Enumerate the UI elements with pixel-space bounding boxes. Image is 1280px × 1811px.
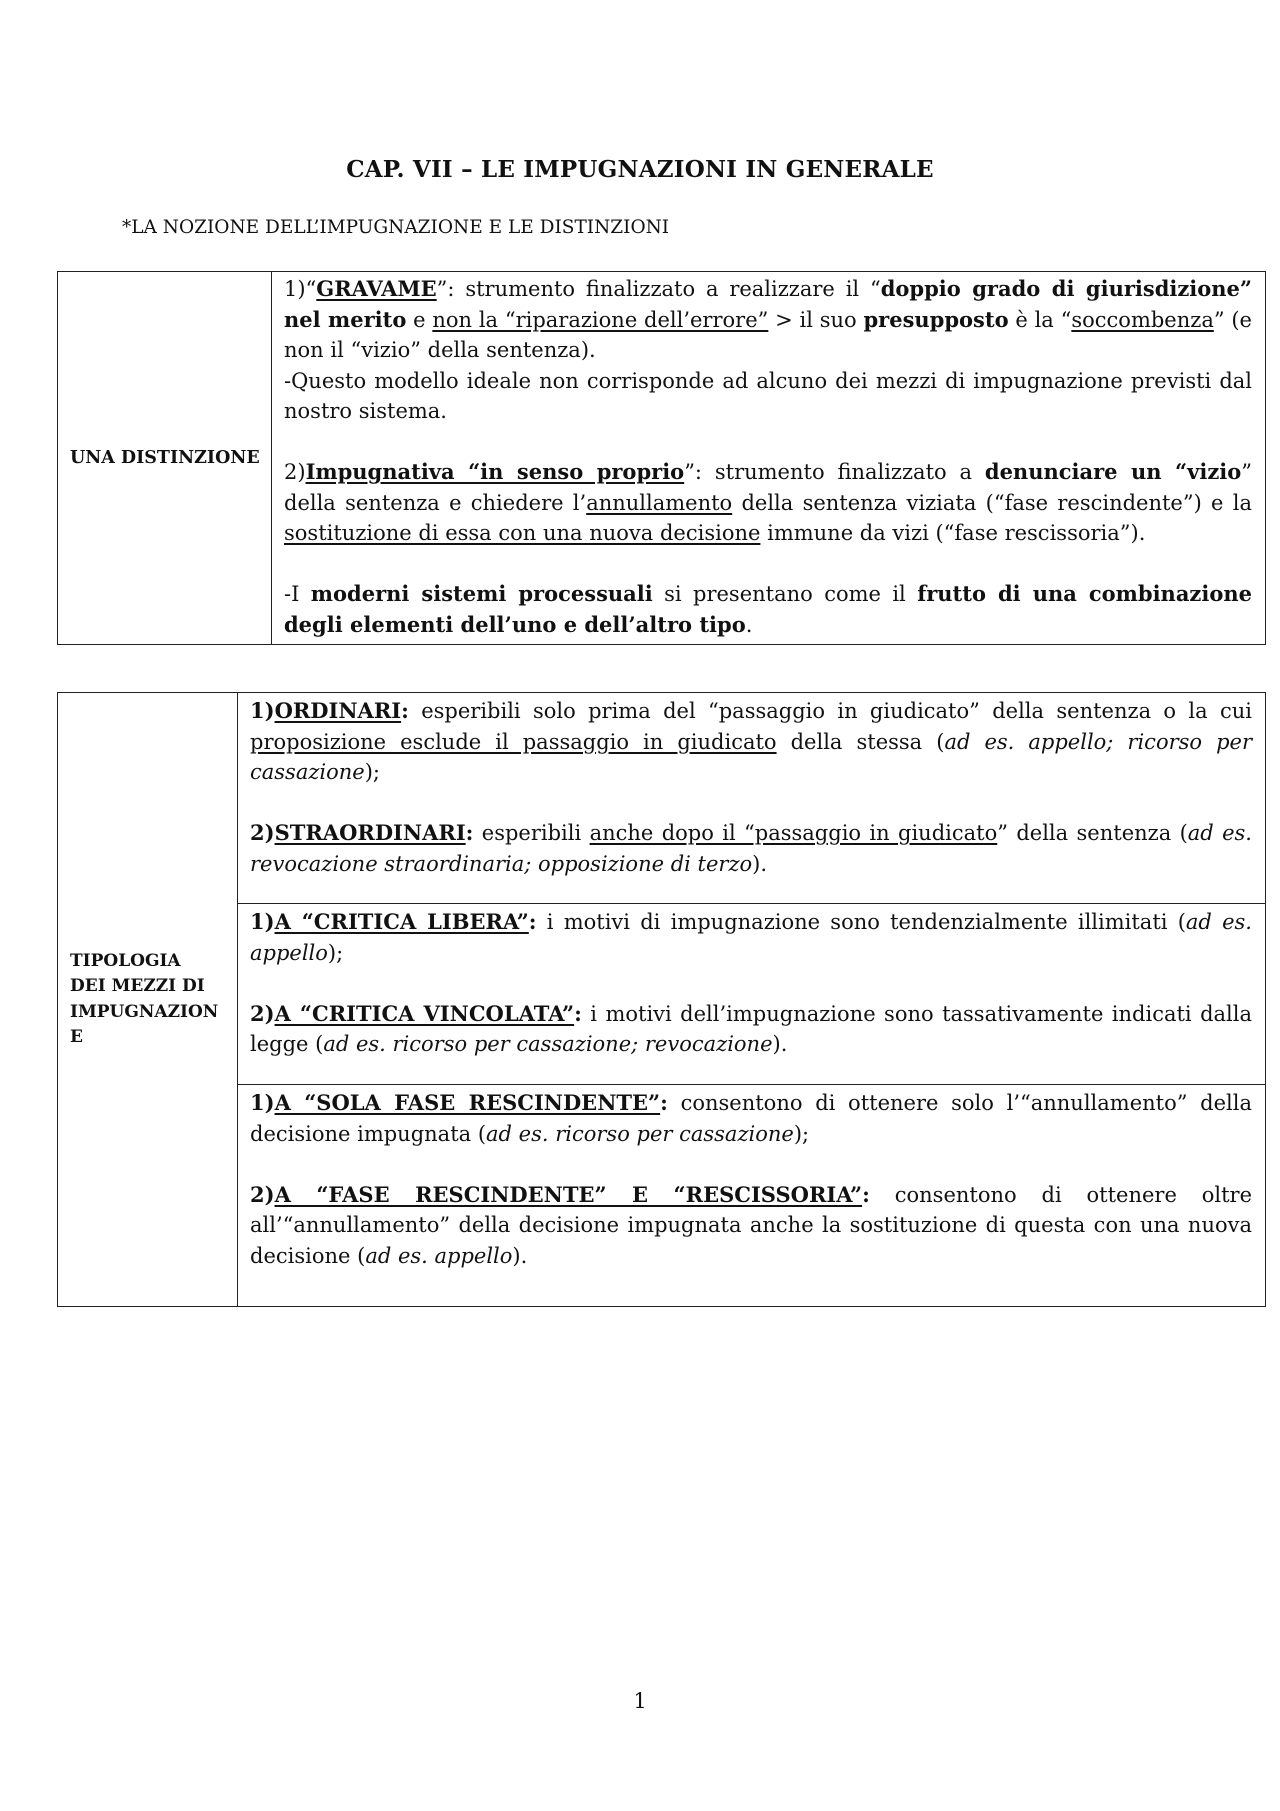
table-row [58,904,1266,1085]
table-row [58,693,1266,904]
row-content-critica [238,904,1266,1085]
label-line-1: TIPOLOGIA [70,950,181,971]
page-number: 1 [633,1689,647,1713]
paragraph-note: -Questo modello ideale non corrisponde ad alcuno dei mezzi di impugnazione previsti dal nostro sistema. [284,368,1252,423]
paragraph-sola-fase-rescindente: 1)A “SOLA FASE RESCINDENTE”: consentono di ottenere solo l’“annullamento” della decisione impugnata (ad es. ricorso per cassazione); [250,1090,1253,1146]
page-title: CAP. VII – LE IMPUGNAZIONI IN GENERALE [346,156,934,183]
paragraph-critica-libera: 1)A “CRITICA LIBERA”: i motivi di impugnazione sono tendenzialmente illimitati (ad es. appello); [250,909,1252,965]
label-line-3: IMPUGNAZION [70,1001,219,1022]
paragraph-gravame: 1)“GRAVAME”: strumento finalizzato a realizzare il “doppio grado di giurisdizione” nel merito e non la “riparazione dell’errore” > il suo presupposto è la “soccombenza” (e non il “vizio” della sentenza). [284,276,1252,362]
label-line-4: E [70,1027,83,1047]
row-label: UNA DISTINZIONE [58,272,272,645]
paragraph-impugnativa: 2)Impugnativa “in senso proprio”: strumento finalizzato a denunciare un “vizio” della sentenza e chiedere l’annullamento della sentenza viziata (“fase rescindente”) e la sostituzione di essa con una nuova decisione immune da vizi (“fase rescissoria”). [284,459,1252,545]
paragraph-critica-vincolata: 2)A “CRITICA VINCOLATA”: i motivi dell’impugnazione sono tassativamente indicati dalla legge (ad es. ricorso per cassazione; revocazione). [250,1000,1252,1056]
paragraph-fase-rescindente-rescissoria: 2)A “FASE RESCINDENTE” E “RESCISSORIA”: consentono di ottenere oltre all’“annullamento” della decisione impugnata anche la sostituzione di questa con una nuova decisione (ad es. appello). [250,1181,1253,1268]
row-label [58,693,238,1307]
table-row [58,272,1266,645]
section-subtitle: *LA NOZIONE DELL’IMPUGNAZIONE E LE DISTINZIONI [122,217,670,238]
table-row [58,1085,1266,1307]
paragraph-straordinari: 2)STRAORDINARI: esperibili anche dopo il “passaggio in giudicato” della sentenza (ad es. revocazione straordinaria; opposizione di terzo). [250,820,1252,876]
label-line-2: DEI MEZZI DI [70,976,205,996]
distinction-table [57,271,1266,645]
row-content [272,272,1266,645]
paragraph-moderni-sistemi: -I moderni sistemi processuali si presentano come il frutto di una combinazione degli elementi dell’uno e dell’altro tipo. [284,581,1252,637]
paragraph-ordinari: 1)ORDINARI: esperibili solo prima del “passaggio in giudicato” della sentenza o la cui proposizione esclude il passaggio in giudicato della stessa (ad es. appello; ricorso per cassazione); [250,698,1252,784]
row-content-ordinari [238,693,1266,904]
row-content-fasi [238,1085,1266,1307]
typology-table [57,692,1266,1307]
